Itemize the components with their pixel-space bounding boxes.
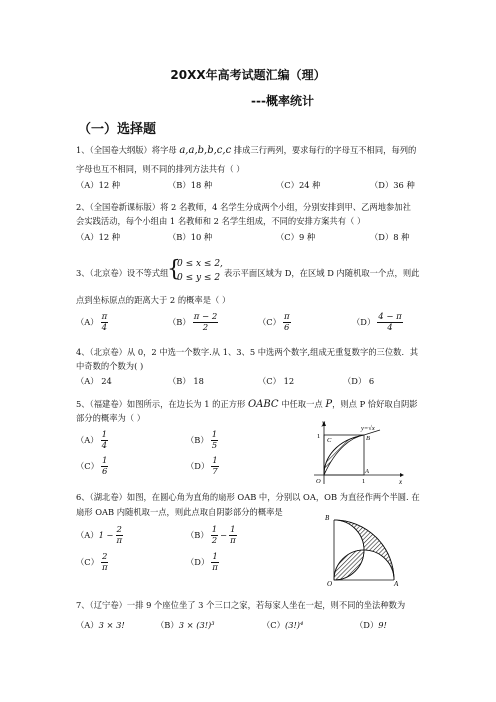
q1-option-b[interactable]: （B）18 种 bbox=[168, 180, 213, 190]
q7-option-a[interactable]: （A）3 × 3! bbox=[76, 620, 125, 630]
q7-option-c[interactable]: （C）(3!)⁴ bbox=[262, 620, 304, 630]
section-heading: （一）选择题 bbox=[78, 122, 157, 137]
point-a-label: A bbox=[365, 468, 369, 475]
q3-option-d[interactable]: （D） $\frac{4 - \pi}{4}$ bbox=[352, 312, 402, 333]
q4-line1: 4、（北京卷）从 0，2 中选一个数字.从 1、3、5 中选两个数字,组成无重复数字的三位数．其 bbox=[76, 347, 419, 357]
q1-option-a[interactable]: （A）12 种 bbox=[76, 180, 121, 190]
q1-option-d[interactable]: （D）36 种 bbox=[370, 180, 415, 190]
q2-option-b[interactable]: （B）10 种 bbox=[168, 232, 213, 242]
q3-ineq2: 0 ≤ y ≤ 2 bbox=[177, 273, 221, 283]
q6-option-a[interactable]: （A）1 − $\frac{2}{\pi}$ bbox=[76, 525, 123, 546]
curve-label: y=√x bbox=[361, 425, 375, 432]
q3-option-c[interactable]: （C） $\frac{\pi}{6}$ bbox=[258, 312, 290, 333]
q7-option-b[interactable]: （B）3 × (3!)³ bbox=[156, 620, 215, 630]
q2-option-a[interactable]: （A）12 种 bbox=[76, 232, 121, 242]
y-one-label: 1 bbox=[317, 433, 321, 440]
q3-line2: 点到坐标原点的距离大于 2 的概率是（ ） bbox=[76, 295, 231, 305]
q5-option-b[interactable]: （B） $\frac{1}{5}$ bbox=[186, 430, 218, 451]
q4-option-a[interactable]: （A） 24 bbox=[76, 376, 112, 386]
q3-option-a[interactable]: （A） $\frac{\pi}{4}$ bbox=[76, 312, 108, 333]
q3-prefix: 3、（北京卷）设不等式组 bbox=[76, 268, 169, 278]
origin-label: O bbox=[316, 478, 321, 485]
point-b-label: B bbox=[325, 514, 330, 522]
page-subtitle: ---概率统计 bbox=[251, 94, 314, 108]
q5-option-a[interactable]: （A） $\frac{1}{4}$ bbox=[76, 430, 108, 451]
q7-option-d[interactable]: （D）9! bbox=[355, 620, 387, 630]
y-label: y bbox=[322, 419, 326, 427]
q5-line2: 部分的概率为（ ） bbox=[76, 413, 146, 423]
q5-figure bbox=[302, 418, 406, 486]
q6-option-d[interactable]: （D） $\frac{1}{\pi}$ bbox=[186, 552, 218, 573]
q2-option-c[interactable]: （C）9 种 bbox=[276, 232, 316, 242]
q1-line1: 1、（全国卷大纲版）将字母 a,a,b,b,c,c 排成三行两列，要求每行的字母互不相同，每列的 bbox=[76, 145, 417, 156]
q6-option-b[interactable]: （B） $\frac{1}{2}$ − $\frac{1}{\pi}$ bbox=[186, 525, 236, 546]
q6-line2: 扇形 OAB 内随机取一点，则此点取自阴影部分的概率是 bbox=[76, 507, 283, 517]
q4-option-b[interactable]: （B） 18 bbox=[168, 376, 204, 386]
point-a-label: A bbox=[394, 580, 399, 586]
q1-option-c[interactable]: （C）24 种 bbox=[276, 180, 321, 190]
q6-option-c[interactable]: （C） $\frac{2}{\pi}$ bbox=[76, 552, 108, 573]
brace-icon: { bbox=[167, 257, 181, 282]
q3-option-b[interactable]: （B） $\frac{\pi - 2}{2}$ bbox=[168, 312, 218, 333]
q5-option-c[interactable]: （C） $\frac{1}{6}$ bbox=[76, 456, 108, 477]
q2-line1: 2、（全国卷新课标版）将 2 名教师，4 名学生分成两个小组，分别安排到甲、乙两地参加社 bbox=[76, 202, 411, 212]
q5-option-d[interactable]: （D） $\frac{1}{7}$ bbox=[186, 456, 218, 477]
q6-line1: 6、（湖北卷）如图，在圆心角为直角的扇形 OAB 中，分别以 OA，OB 为直径作两个半圆. 在 bbox=[76, 492, 420, 502]
q3-suffix: 表示平面区域为 D，在区域 D 内随机取一个点，则此 bbox=[224, 268, 420, 278]
q6-figure bbox=[320, 506, 412, 586]
q4-line2: 中奇数的个数为( ) bbox=[76, 361, 144, 371]
q2-line2: 会实践活动，每个小组由 1 名教师和 2 名学生组成，不同的安排方案共有（ ） bbox=[76, 216, 366, 226]
q4-option-d[interactable]: （D） 6 bbox=[343, 376, 375, 386]
point-c-label: C bbox=[327, 437, 332, 444]
x-label: x bbox=[399, 478, 403, 486]
q3-ineq1: 0 ≤ x ≤ 2, bbox=[177, 259, 223, 269]
shaded-lens bbox=[334, 550, 364, 580]
origin-label: O bbox=[327, 580, 333, 586]
page-title: 20XX年高考试题汇编（理） bbox=[170, 68, 326, 82]
q7-line1: 7、（辽宁卷）一排 9 个座位坐了 3 个三口之家，若每家人坐在一起，则不同的坐法种数为 bbox=[76, 600, 406, 610]
q4-option-c[interactable]: （C） 12 bbox=[258, 376, 295, 386]
point-b-label: B bbox=[366, 435, 370, 442]
x-one-label: 1 bbox=[362, 478, 366, 485]
x-axis-arrow-icon bbox=[400, 473, 404, 477]
q1-line2: 字母也互不相同，则不同的排列方法共有（ ） bbox=[76, 164, 245, 174]
q2-option-d[interactable]: （D）8 种 bbox=[370, 232, 410, 242]
q5-line1: 5、（福建卷）如图所示，在边长为 1 的正方形 OABC 中任取一点 P，则点 P 恰好取自阴影 bbox=[76, 399, 418, 410]
